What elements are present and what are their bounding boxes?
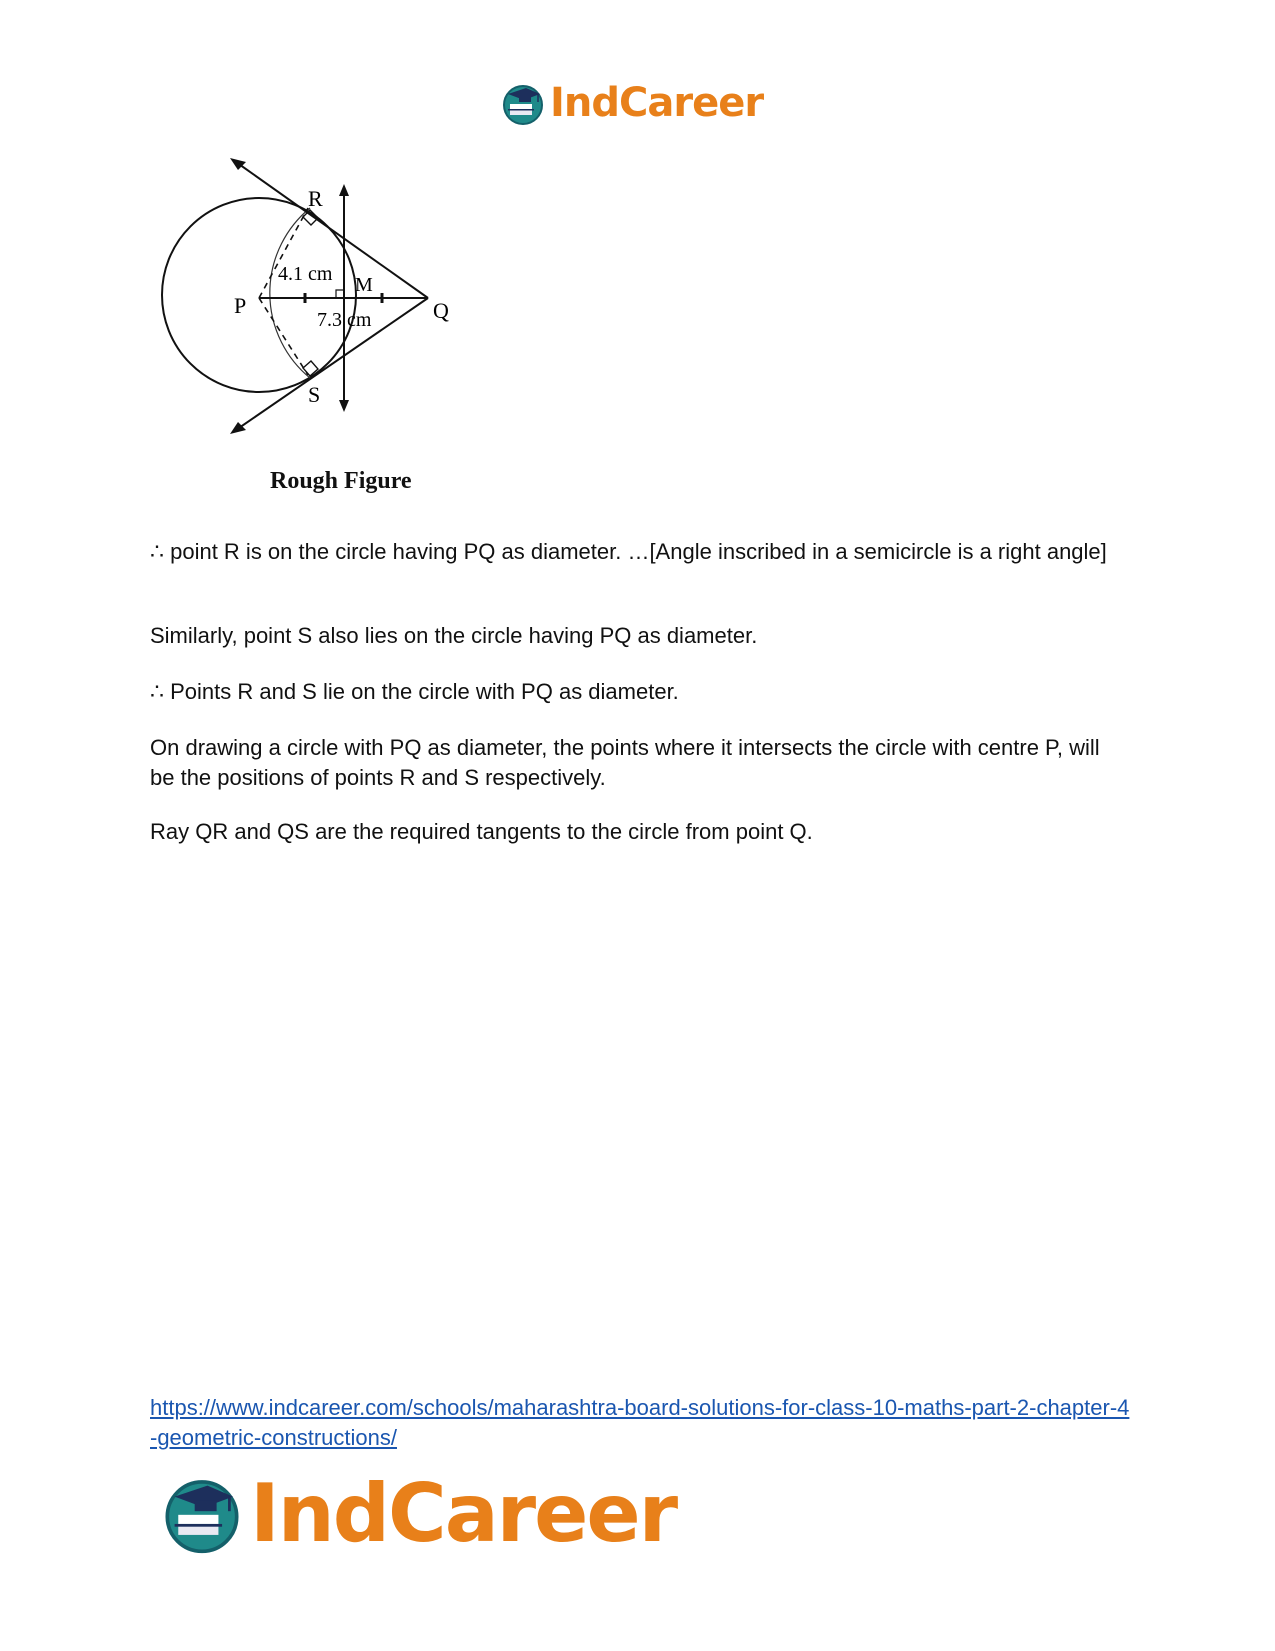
label-r: R xyxy=(308,186,323,211)
label-distance: 7.3 cm xyxy=(317,309,372,331)
brand-name: IndCareer xyxy=(550,80,764,126)
radius-ps xyxy=(259,298,308,375)
footer-logo xyxy=(160,1468,676,1558)
paragraph-4: On drawing a circle with PQ as diameter, the points where it intersects the circle with centre P, will be the positions of points R and S respectively. xyxy=(150,735,1100,790)
header-logo xyxy=(500,78,763,128)
label-p: P xyxy=(234,293,247,318)
label-s: S xyxy=(308,382,321,407)
arrow-head-down xyxy=(339,400,349,412)
right-angle-m xyxy=(336,290,344,298)
brand-name: IndCareer xyxy=(250,1466,677,1560)
graduation-cap-icon xyxy=(500,80,546,126)
label-radius: 4.1 cm xyxy=(278,263,333,285)
label-m: M xyxy=(355,274,373,296)
paragraph-1: ∴ point R is on the circle having PQ as diameter. …[Angle inscribed in a semicircle is a right angle] xyxy=(150,539,1107,564)
paragraph-2: Similarly, point S also lies on the circle having PQ as diameter. xyxy=(150,623,758,648)
label-q: Q xyxy=(433,298,449,323)
source-link[interactable]: https://www.indcareer.com/schools/maharashtra-board-solutions-for-class-10-maths-part-2-chapter-4-geometric-constructions/ xyxy=(150,1395,1130,1450)
paragraph-3: ∴ Points R and S lie on the circle with PQ as diameter. xyxy=(150,679,679,704)
figure-caption: Rough Figure xyxy=(270,468,412,494)
arrow-head-up xyxy=(339,184,349,196)
graduation-cap-icon xyxy=(160,1471,244,1555)
paragraph-5: Ray QR and QS are the required tangents to the circle from point Q. xyxy=(150,819,813,844)
